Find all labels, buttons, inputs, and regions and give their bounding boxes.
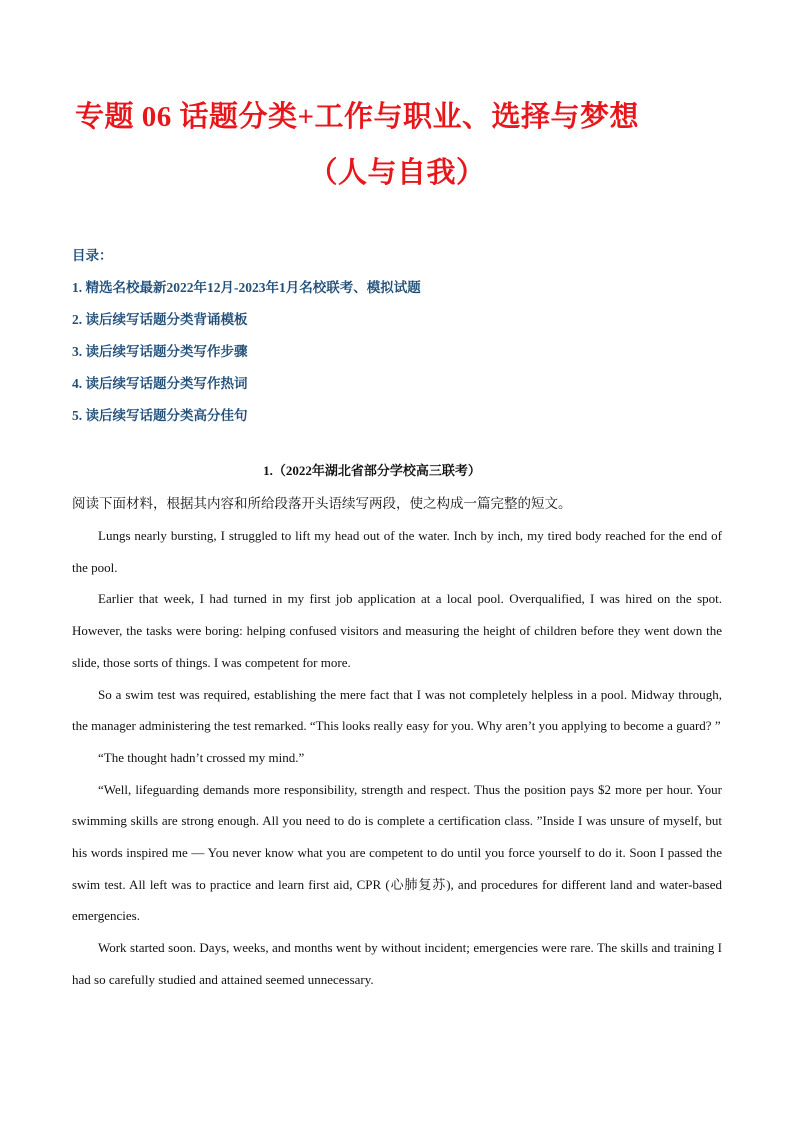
- toc-heading: 目录：: [72, 248, 113, 263]
- table-of-contents: [72, 244, 421, 436]
- question-title: [0, 460, 794, 479]
- toc-item: 5. 读后续写话题分类高分佳句: [72, 408, 248, 423]
- page-subtitle: （人与自我）: [308, 157, 486, 189]
- passage-paragraph: Earlier that week, I had turned in my first job application at a local pool. Overqualified, I was hired on the spot. However, the tasks were boring: helping confused visitors and measuring the height of children before they went down the slide, those sorts of things. I was competent for more.: [72, 591, 722, 670]
- passage: [72, 520, 722, 996]
- toc-item: 1. 精选名校最新2022年12月-2023年1月名校联考、模拟试题: [72, 280, 421, 295]
- toc-item: 4. 读后续写话题分类写作热词: [72, 376, 248, 391]
- toc-item: 2. 读后续写话题分类背诵模板: [72, 312, 248, 327]
- question-instruction: 阅读下面材料，根据其内容和所给段落开头语续写两段，使之构成一篇完整的短文。: [72, 496, 572, 511]
- toc-item: 3. 读后续写话题分类写作步骤: [72, 344, 248, 359]
- question-title-text: 1.（2022年湖北省部分学校高三联考）: [263, 463, 481, 478]
- passage-paragraph: Work started soon. Days, weeks, and months went by without incident; emergencies were rare. The skills and training I had so carefully studied and attained seemed unnecessary.: [72, 940, 722, 987]
- page-title: 专题 06 话题分类+工作与职业、选择与梦想: [74, 101, 640, 133]
- passage-paragraph: So a swim test was required, establishing the mere fact that I was not completely helpless in a pool. Midway through, the manager administering the test remarked. “This looks really easy for you. Why aren’t you applying to become a guard? ”: [72, 686, 722, 734]
- passage-paragraph: “The thought hadn’t crossed my mind.”: [98, 749, 305, 765]
- passage-paragraph: “Well, lifeguarding demands more responsibility, strength and respect. Thus the position pays $2 more per hour. Your swimming skills are strong enough. All you need to do is complete a certification class. ”Inside I was unsure of myself, but his words inspired me — You never know what you are competent to do until you force yourself to do it. Soon I passed the swim test. All left was to practice and learn first aid, CPR (心肺复苏), and procedures for different land and water-based emergencies.: [72, 781, 722, 924]
- passage-paragraph: Lungs nearly bursting, I struggled to lift my head out of the water. Inch by inch, my tired body reached for the end of the pool.: [72, 528, 722, 575]
